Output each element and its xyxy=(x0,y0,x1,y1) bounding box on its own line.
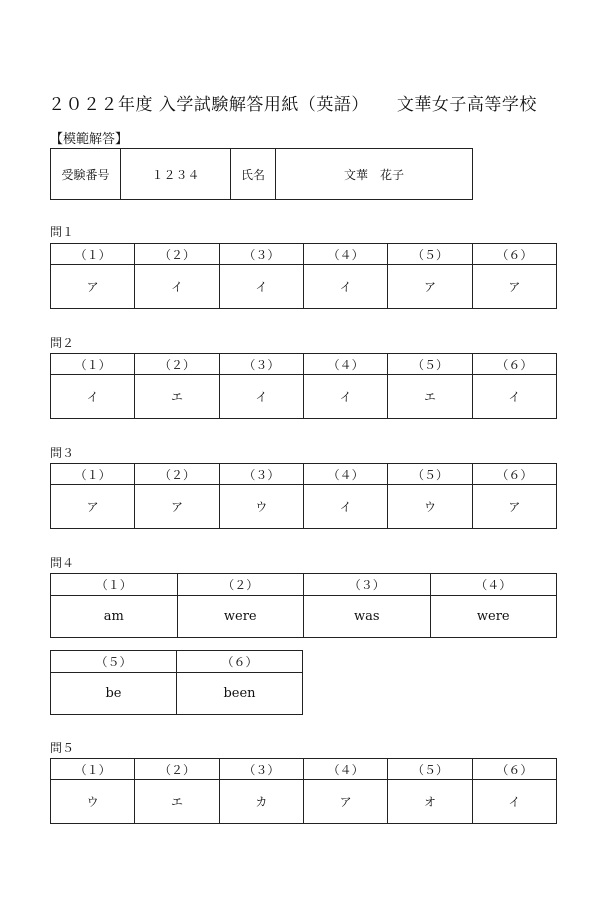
q4-header: （６） xyxy=(177,651,303,673)
q5-answer: カ xyxy=(219,780,303,824)
q1-header: （５） xyxy=(388,244,472,265)
q4-answer: were xyxy=(177,596,304,638)
question-2-table xyxy=(50,353,557,419)
q1-answer: イ xyxy=(135,265,219,309)
question-2-label: 問２ xyxy=(50,336,75,350)
q5-header: （２） xyxy=(135,759,219,780)
q1-header: （４） xyxy=(303,244,387,265)
q5-answer: ア xyxy=(303,780,387,824)
q2-header: （６） xyxy=(472,354,556,375)
question-3-label: 問３ xyxy=(50,446,75,460)
q4-answer: were xyxy=(430,596,557,638)
q1-answer: イ xyxy=(303,265,387,309)
q5-header: （４） xyxy=(303,759,387,780)
q2-answer: エ xyxy=(388,375,472,419)
q5-header: （５） xyxy=(388,759,472,780)
q1-header: （１） xyxy=(51,244,135,265)
q4-header: （４） xyxy=(430,574,557,596)
q4-header: （２） xyxy=(177,574,304,596)
page-title xyxy=(48,90,537,115)
q2-header: （２） xyxy=(135,354,219,375)
model-answer-label: 【模範解答】 xyxy=(50,132,129,147)
q5-answer: ウ xyxy=(51,780,135,824)
exam-title: ２０２２年度 入学試験解答用紙（英語） xyxy=(48,95,369,115)
question-5-label: 問５ xyxy=(50,741,75,755)
q2-header: （３） xyxy=(219,354,303,375)
school-name: 文華女子高等学校 xyxy=(396,95,537,115)
q3-header: （５） xyxy=(388,464,472,485)
q4-answer: was xyxy=(304,596,431,638)
q5-answer: オ xyxy=(388,780,472,824)
q5-header: （６） xyxy=(472,759,556,780)
q3-answer: ア xyxy=(51,485,135,529)
name-label: 氏名 xyxy=(231,149,276,200)
question-5-table xyxy=(50,758,557,824)
q3-answer: ウ xyxy=(388,485,472,529)
q1-answer: ア xyxy=(472,265,556,309)
q2-header: （１） xyxy=(51,354,135,375)
question-4-label: 問４ xyxy=(50,556,75,570)
q1-answer: ア xyxy=(51,265,135,309)
q3-answer: ア xyxy=(135,485,219,529)
q3-header: （３） xyxy=(219,464,303,485)
q1-answer: ア xyxy=(388,265,472,309)
q3-answer: ウ xyxy=(219,485,303,529)
q5-answer: エ xyxy=(135,780,219,824)
q4-answer: been xyxy=(177,673,303,715)
name-value: 文華 花子 xyxy=(276,149,473,200)
q4-answer: am xyxy=(51,596,178,638)
q3-header: （４） xyxy=(303,464,387,485)
q2-answer: イ xyxy=(219,375,303,419)
q3-header: （２） xyxy=(135,464,219,485)
examinee-info-table xyxy=(50,148,473,200)
q5-header: （３） xyxy=(219,759,303,780)
q4-header: （５） xyxy=(51,651,177,673)
q1-header: （２） xyxy=(135,244,219,265)
q2-header: （４） xyxy=(303,354,387,375)
q2-answer: イ xyxy=(303,375,387,419)
q2-answer: イ xyxy=(51,375,135,419)
question-4-table-b xyxy=(50,650,303,715)
q2-answer: イ xyxy=(472,375,556,419)
question-4-table-a xyxy=(50,573,557,638)
q3-header: （１） xyxy=(51,464,135,485)
q1-header: （３） xyxy=(219,244,303,265)
q3-answer: イ xyxy=(303,485,387,529)
q4-header: （３） xyxy=(304,574,431,596)
question-3-table xyxy=(50,463,557,529)
q1-answer: イ xyxy=(219,265,303,309)
exam-number-label: 受験番号 xyxy=(51,149,121,200)
q3-answer: ア xyxy=(472,485,556,529)
question-1-label: 問１ xyxy=(50,225,75,239)
q4-header: （１） xyxy=(51,574,178,596)
q2-header: （５） xyxy=(388,354,472,375)
q1-header: （６） xyxy=(472,244,556,265)
question-1-table xyxy=(50,243,557,309)
q4-answer: be xyxy=(51,673,177,715)
q2-answer: エ xyxy=(135,375,219,419)
exam-number-value: １２３４ xyxy=(121,149,231,200)
q3-header: （６） xyxy=(472,464,556,485)
q5-header: （１） xyxy=(51,759,135,780)
q5-answer: イ xyxy=(472,780,556,824)
